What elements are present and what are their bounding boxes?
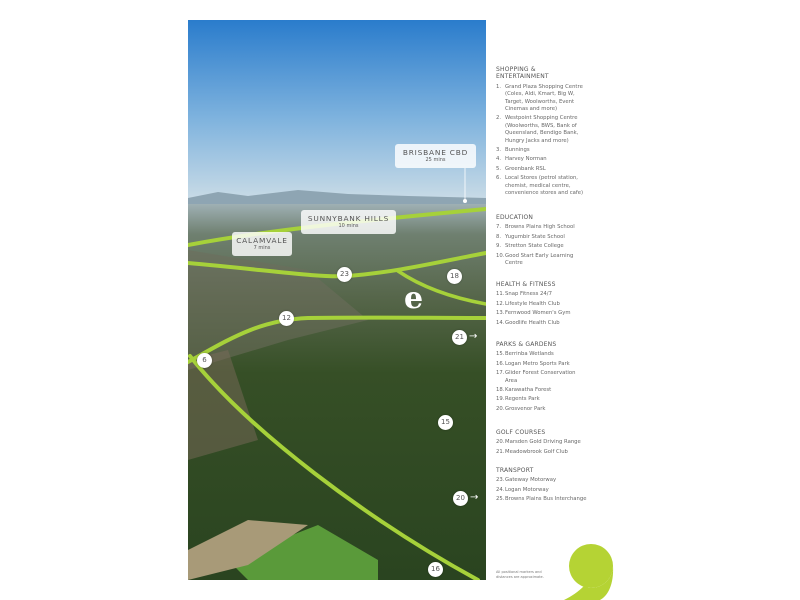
legend-item-number: 19. — [496, 396, 505, 403]
callout-travel-time: 7 mins — [253, 245, 271, 251]
disclaimer: All positional markers and distances are approximate. — [496, 570, 544, 579]
legend-item-number: 10. — [496, 252, 505, 259]
callout-travel-time: 25 mins — [425, 157, 446, 163]
legend-list — [496, 477, 588, 503]
marker-12[interactable]: 12 — [279, 311, 294, 326]
legend-list — [496, 439, 588, 456]
legend-item-text: Marsden Gold Driving Range — [505, 439, 581, 446]
marker-23[interactable]: 23 — [337, 267, 352, 282]
legend-item-text: Grand Plaza Shopping Centre (Coles, Aldi, Kmart, Big W, Target, Woolworths, Event Cinemas and more) — [505, 83, 583, 113]
legend-item-number: 9. — [496, 243, 502, 250]
legend-item-text: Snap Fitness 24/7 — [505, 291, 552, 298]
legend-item-text: Harvey Norman — [505, 156, 547, 163]
legend-item — [496, 310, 588, 317]
legend-item-text: Fernwood Women's Gym — [505, 310, 571, 317]
legend-item-text: Berrinba Wetlands — [505, 351, 554, 358]
legend-item-number: 23. — [496, 477, 505, 484]
legend-item-number: 24. — [496, 486, 505, 493]
legend-list — [496, 351, 588, 413]
legend-item — [496, 224, 588, 231]
legend-item — [496, 477, 588, 484]
legend-item-number: 13. — [496, 310, 505, 317]
legend-heading: PARKS & GARDENS — [496, 341, 557, 348]
legend-item — [496, 487, 588, 494]
legend-item-text: Karawatha Forest — [505, 387, 552, 394]
legend-item-text: Bunnings — [505, 147, 530, 154]
legend-item-text: Grosvenor Park — [505, 405, 546, 412]
marker-16[interactable]: 16 — [428, 562, 443, 577]
brand-e-logo: e — [404, 281, 424, 316]
legend-list — [496, 84, 588, 198]
legend-item — [496, 147, 588, 154]
legend-item — [496, 234, 588, 241]
legend-item — [496, 361, 588, 368]
legend-item-number: 18. — [496, 387, 505, 394]
legend-item-text: Stretton State College — [505, 243, 564, 250]
legend-item — [496, 301, 588, 308]
legend-item — [496, 175, 588, 197]
callout-title: BRISBANE CBD — [402, 148, 469, 157]
legend-section — [496, 429, 588, 458]
legend-item-text: Logan Metro Sports Park — [505, 360, 570, 367]
legend-item — [496, 156, 588, 163]
legend-item-number: 12. — [496, 300, 505, 307]
legend-item-text: Regents Park — [505, 396, 540, 403]
legend-item — [496, 449, 588, 456]
legend-heading: SHOPPING & ENTERTAINMENT — [496, 66, 549, 81]
legend-item-text: Local Stores (petrol station, chemist, medical centre, convenience stores and cafe) — [505, 175, 584, 197]
aerial-map — [188, 20, 486, 580]
marker-21[interactable]: 21 — [452, 330, 467, 345]
legend-item-number: 6. — [496, 175, 502, 182]
brand-comma-logo — [560, 540, 620, 600]
legend-item-number: 11. — [496, 291, 505, 298]
legend-item — [496, 351, 588, 358]
legend-item-text: Goodlife Health Club — [505, 319, 560, 326]
legend-item — [496, 243, 588, 250]
legend-item-number: 21. — [496, 448, 505, 455]
legend-section — [496, 341, 588, 415]
legend-item-text: Lifestyle Health Club — [505, 300, 560, 307]
callout-calamvale — [232, 232, 292, 256]
legend-heading: GOLF COURSES — [496, 429, 546, 436]
legend-item — [496, 396, 588, 403]
callout-brisbane-cbd — [395, 144, 476, 168]
legend-section — [496, 66, 588, 200]
legend-list — [496, 224, 588, 267]
legend-item-number: 7. — [496, 224, 502, 231]
map-image — [188, 20, 486, 580]
legend-item — [496, 496, 588, 503]
legend-heading: EDUCATION — [496, 214, 534, 221]
sky — [188, 20, 486, 200]
legend-item-number: 16. — [496, 360, 505, 367]
legend-heading: TRANSPORT — [496, 467, 534, 474]
marker-20[interactable]: 20 — [453, 491, 468, 506]
legend-item-text: Meadowbrook Golf Club — [505, 448, 568, 455]
legend-item-text: Glider Forest Conservation Area — [505, 370, 576, 384]
legend-item — [496, 253, 588, 268]
legend-item-number: 14. — [496, 319, 505, 326]
marker-6[interactable]: 6 — [197, 353, 212, 368]
legend-list — [496, 291, 588, 327]
legend-item-number: 15. — [496, 351, 505, 358]
legend-item-text: Yugumbir State School — [505, 233, 565, 240]
legend-section — [496, 214, 588, 269]
arrow-right-icon: → — [469, 331, 478, 342]
legend-section — [496, 281, 588, 329]
legend-item-number: 17. — [496, 370, 505, 377]
callout-sunnybank-hills — [301, 210, 396, 234]
legend-item — [496, 166, 588, 173]
callout-title: CALAMVALE — [236, 236, 288, 245]
legend-item — [496, 406, 588, 413]
legend-item-number: 5. — [496, 165, 502, 172]
legend-item-text: Gateway Motorway — [505, 477, 557, 484]
legend-item-text: Greenbank RSL — [505, 165, 546, 172]
marker-18[interactable]: 18 — [447, 269, 462, 284]
legend-item-number: 1. — [496, 83, 502, 90]
legend-item-text: Browns Plains Bus Interchange — [505, 496, 587, 503]
legend-item-text: Browns Plains High School — [505, 224, 575, 231]
legend-item-text: Good Start Early Learning Centre — [505, 252, 574, 267]
legend-item-number: 2. — [496, 115, 502, 122]
legend-heading: HEALTH & FITNESS — [496, 281, 556, 288]
cbd-pointer-dot — [463, 199, 467, 203]
callout-travel-time: 10 mins — [338, 223, 359, 229]
legend-item-number: 25. — [496, 496, 505, 503]
callout-title: SUNNYBANK HILLS — [307, 214, 390, 223]
legend-item-number: 20. — [496, 439, 505, 446]
legend-item-number: 4. — [496, 156, 502, 163]
legend-item-text: Westpoint Shopping Centre (Woolworths, BWS, Bank of Queensland, Bendigo Bank, Hungry Jacks and more) — [505, 115, 579, 144]
legend-item — [496, 320, 588, 327]
legend-item — [496, 370, 588, 385]
legend-item — [496, 387, 588, 394]
legend-item — [496, 84, 588, 114]
legend-item-number: 8. — [496, 233, 502, 240]
marker-15[interactable]: 15 — [438, 415, 453, 430]
legend-item-text: Logan Motorway — [505, 486, 549, 493]
legend-item — [496, 115, 588, 145]
legend-item-number: 20. — [496, 405, 505, 412]
legend-item — [496, 291, 588, 298]
legend-section — [496, 467, 588, 506]
arrow-right-icon: → — [470, 492, 479, 503]
legend-item — [496, 439, 588, 446]
legend-item-number: 3. — [496, 147, 502, 154]
